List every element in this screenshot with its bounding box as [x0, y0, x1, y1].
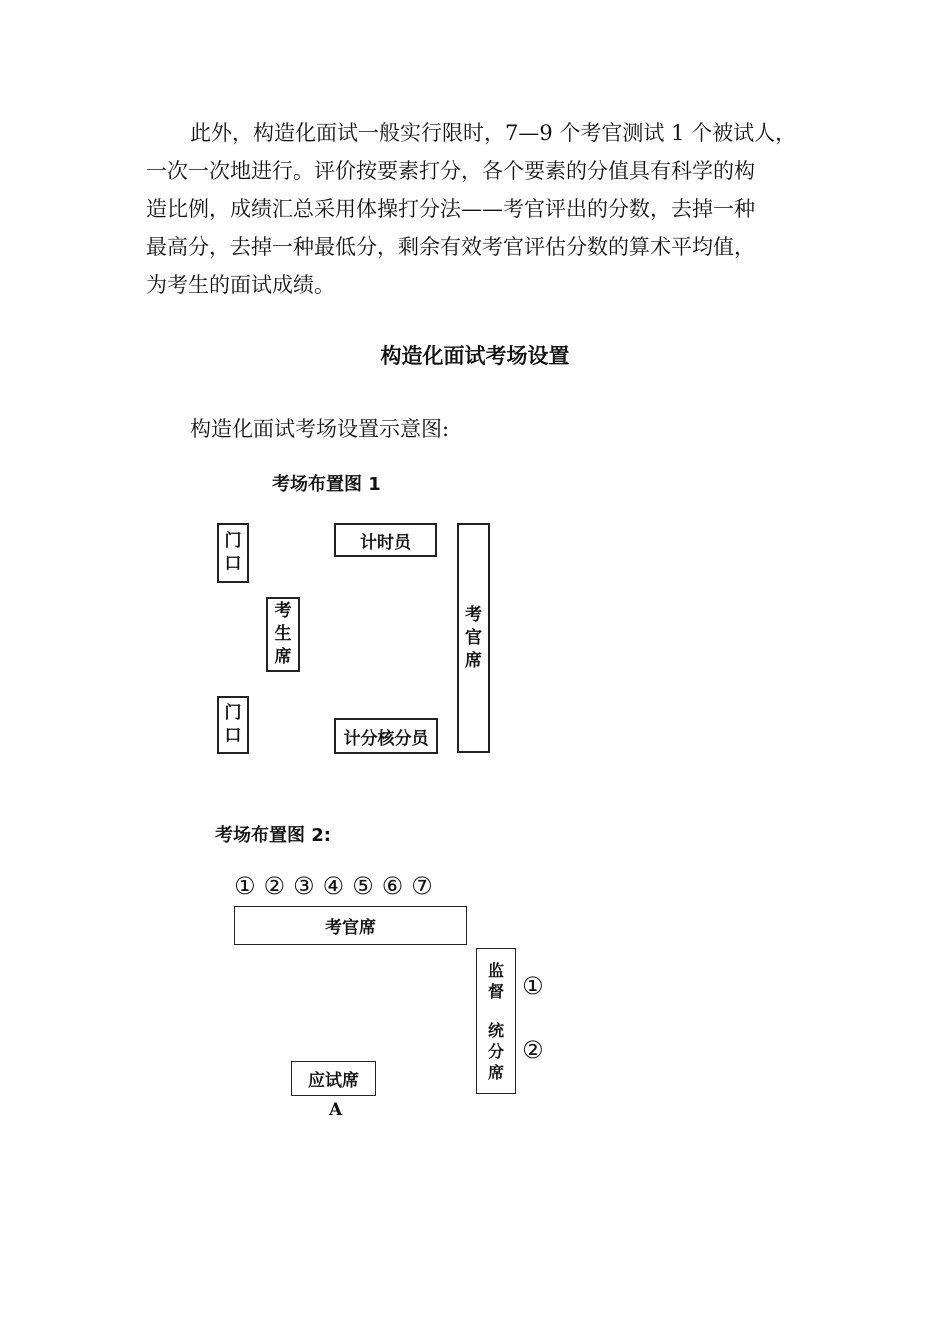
supervisor-number: ② [522, 1036, 544, 1064]
score-checker-label: 计分核分员 [343, 728, 429, 749]
supervisor-seat-char: 监 [487, 960, 504, 980]
body-paragraph [146, 114, 836, 304]
score-checker-box [334, 718, 438, 754]
door-bottom-char: 门 [224, 703, 242, 723]
paragraph-line: 为考生的面试成绩。 [146, 273, 335, 297]
supervisor-number: ① [522, 972, 544, 1000]
examiner-number: ⑥ [381, 872, 404, 900]
examiner-number: ⑦ [411, 872, 433, 900]
examiner-seat-box [457, 523, 490, 753]
examiner-seat-char: 官 [465, 627, 482, 648]
door-bottom [217, 696, 249, 754]
applicant-label: A [329, 1100, 343, 1120]
door-top [217, 523, 249, 583]
candidate-seat-box [266, 597, 300, 672]
timekeeper-label: 计时员 [360, 532, 411, 553]
candidate-seat-char: 生 [274, 624, 292, 644]
examiner-number: ④ [322, 872, 345, 900]
supervisor-seat-box [476, 948, 516, 1094]
examiner-seat-char: 考 [465, 604, 482, 625]
timekeeper-box [334, 523, 437, 557]
figure-2-title: 考场布置图 2: [215, 825, 331, 846]
applicant-seat-box [291, 1061, 376, 1096]
supervisor-seat-char: 席 [487, 1062, 504, 1082]
examiner-number: ⑤ [352, 872, 374, 900]
door-top-char: 口 [224, 554, 242, 574]
examiner-number: ② [263, 872, 286, 900]
supervisor-seat-char: 统 [487, 1020, 504, 1040]
supervisor-seat-char: 督 [487, 981, 504, 1001]
paragraph-line: 最高分，去掉一种最低分，剩余有效考官评估分数的算术平均值， [146, 235, 755, 259]
supervisor-seat-char: 分 [487, 1041, 504, 1061]
examiner-numbers [234, 872, 433, 900]
examiner-number: ③ [293, 872, 315, 900]
door-bottom-char: 口 [224, 726, 242, 746]
examiner-seat-char: 席 [465, 650, 482, 671]
examiner-seat-bar [234, 906, 467, 945]
paragraph-line: 一次一次地进行。评价按要素打分，各个要素的分值具有科学的构 [146, 159, 755, 183]
door-top-char: 门 [224, 531, 242, 551]
figure-1-title: 考场布置图 1 [272, 474, 381, 495]
intro-text: 构造化面试考场设置示意图: [190, 417, 450, 441]
section-title: 构造化面试考场设置 [380, 344, 570, 368]
paragraph-line: 造比例，成绩汇总采用体操打分法——考官评出的分数，去掉一种 [146, 197, 755, 221]
applicant-seat-label: 应试席 [308, 1071, 359, 1091]
examiner-seat-label: 考官席 [325, 918, 376, 938]
candidate-seat-char: 席 [274, 647, 292, 667]
paragraph-line: 此外，构造化面试一般实行限时，7—9 个考官测试 1 个被试人， [190, 121, 797, 145]
candidate-seat-char: 考 [274, 601, 292, 621]
examiner-number: ① [234, 872, 256, 900]
